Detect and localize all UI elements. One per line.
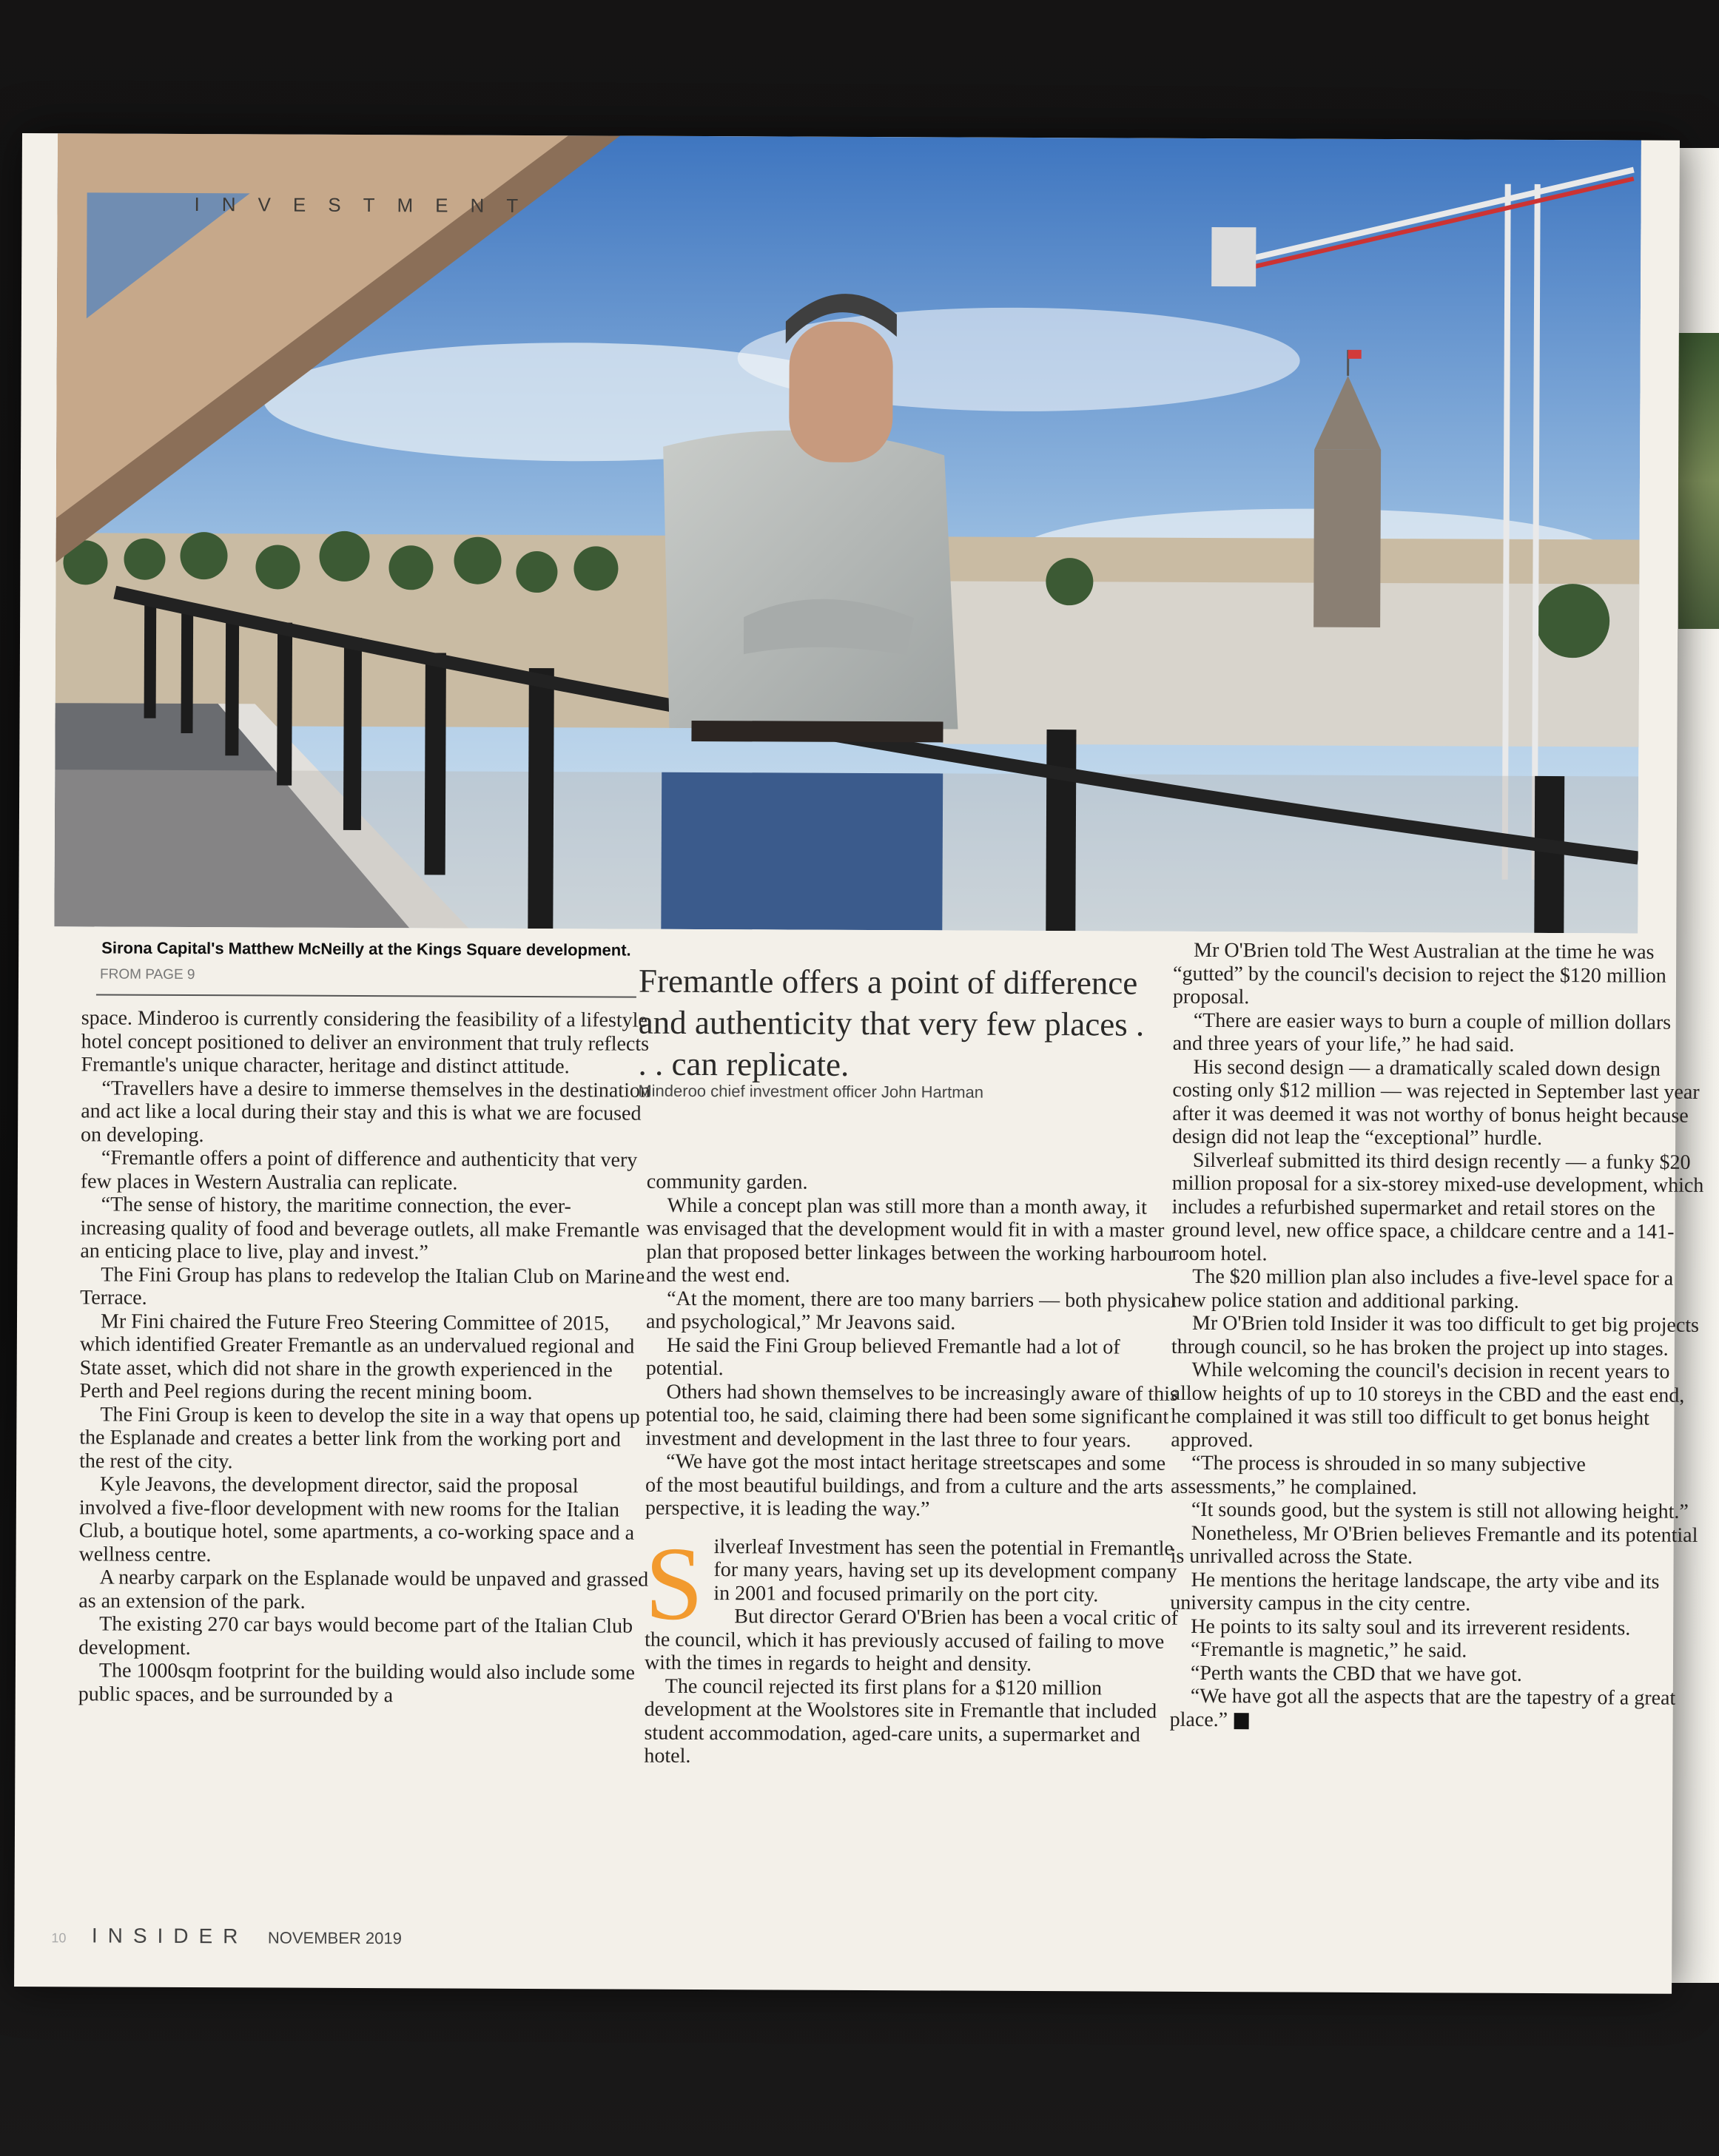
paragraph: “The sense of history, the maritime connection, the ever-increasing quality of food and beverage outlets, all make Fremantle an enticing place to live, play and invest.” <box>80 1193 640 1264</box>
paragraph: The council rejected its first plans for a $120 million development at the Woolstores site in Fremantle that included student accommodation, aged-care units, a supermarket and hotel. <box>644 1674 1157 1768</box>
drop-cap: S <box>645 1524 704 1642</box>
paragraph: The Fini Group is keen to develop the site in a way that opens up the Esplanade and creates a better link from the working port and the rest of the city. <box>79 1402 640 1473</box>
page-number: 10 <box>51 1930 67 1946</box>
column-rule <box>96 994 636 997</box>
paragraph: Mr O'Brien told Insider it was too difficult to get big projects through council, so he has broken the project up into stages. <box>1171 1311 1700 1361</box>
paragraph: “We have got the most intact heritage streetscapes and some of the most beautiful buildings, and from a culture and the arts perspective, it is leading the way.” <box>645 1449 1166 1521</box>
paragraph: Kyle Jeavons, the development director, said the proposal involved a five-floor development with new rooms for the Italian Club, a boutique hotel, some apartments, a co-working space and a wellness centre. <box>78 1472 635 1566</box>
magazine-page <box>14 133 1704 1994</box>
magazine-name: INSIDER <box>91 1924 249 1948</box>
paragraph: While a concept plan was still more than a month away, it was envisaged that the development would fit in with a master plan that proposed better linkages between the working harbour and the west end. <box>646 1193 1175 1287</box>
paragraph: community garden. <box>646 1170 808 1194</box>
paragraph: He points to its salty soul and its irreverent residents. <box>1191 1614 1631 1640</box>
end-of-article-mark-icon <box>1234 1713 1248 1729</box>
paragraph: “Fremantle is magnetic,” he said. <box>1191 1637 1467 1663</box>
paragraph: But director Gerard O'Brien has been a vocal critic of the council, which it has previously accused of failing to move with the times in regards to height and density. <box>644 1605 1179 1676</box>
paragraph: Mr O'Brien told The West Australian at the time he was “gutted” by the council's decision to reject the $120 million proposal. <box>1172 938 1666 1009</box>
issue-date: NOVEMBER 2019 <box>267 1928 402 1948</box>
paragraph: “Perth wants the CBD that we have got. <box>1190 1661 1522 1686</box>
paragraph: “The process is shrouded in so many subjective assessments,” he complained. <box>1170 1451 1586 1499</box>
section-tag: INVESTMENT <box>194 193 541 218</box>
paragraph: “Travellers have a desire to immerse themselves in the destination and act like a local during their stay and this is what we are focused on developing. <box>81 1076 650 1147</box>
paragraph: Nonetheless, Mr O'Brien believes Fremantle and its potential is unrivalled across the State. <box>1170 1521 1698 1569</box>
closing-quote-text: “We have got all the aspects that are the tapestry of a great place.” <box>1169 1684 1676 1731</box>
paragraph: The 1000sqm footprint for the building would also include some public spaces, and be surrounded by a <box>78 1659 636 1707</box>
feature-photo <box>54 133 1641 933</box>
paragraph: He said the Fini Group believed Fremantle had a lot of potential. <box>645 1333 1120 1381</box>
paragraph: “At the moment, there are too many barriers — both physical and psychological,” Mr Jeavons said. <box>645 1287 1177 1335</box>
paragraph: “Fremantle offers a point of difference and authenticity that very few places in Western Australia can replicate. <box>80 1146 638 1195</box>
paragraph <box>1170 1685 1703 1734</box>
page-footer <box>51 1924 402 1949</box>
paragraph: “There are easier ways to burn a couple of million dollars and three years of your life,” he had said. <box>1172 1008 1672 1057</box>
paragraph: He mentions the heritage landscape, the arty vibe and its university campus in the city centre. <box>1170 1568 1660 1616</box>
paragraph: ilverleaf Investment has seen the potential in Fremantle for many years, having set up its development company in 2001 and focused primarily on the port city. <box>713 1535 1177 1606</box>
paragraph: The $20 million plan also includes a five-level space for a new police station and additional parking. <box>1171 1264 1674 1313</box>
next-page-photo <box>1678 333 1719 629</box>
article-column-1 <box>78 1006 651 1708</box>
paragraph: While welcoming the council's decision in recent years to allow heights of up to 10 storeys in the CBD and the east end, he complained it was still too difficult to get bonus height approved. <box>1171 1358 1685 1452</box>
article-column-3 <box>1170 939 1706 1734</box>
photo-illustration <box>54 133 1641 933</box>
paragraph: Mr Fini chaired the Future Freo Steering Committee of 2015, which identified Greater Fremantle as an undervalued regional and State asset, which did not share in the growth experienced in the Perth and Peel regions during the recent mining boom. <box>79 1309 635 1405</box>
paragraph: His second design — a dramatically scaled down design costing only $12 million — was rejected in September last year after it was deemed it was not worthy of bonus height because design did not leap the “exceptional” hurdle. <box>1172 1055 1700 1150</box>
paragraph: The Fini Group has plans to redevelop the Italian Club on Marine Terrace. <box>80 1262 645 1310</box>
paragraph: space. Minderoo is currently considering the feasibility of a lifestyle hotel concept positioned to deliver an environment that truly reflects Fremantle's unique character, heritage and distinct attitude. <box>81 1006 650 1079</box>
photo-caption: Sirona Capital's Matthew McNeilly at the Kings Square development. <box>101 938 631 960</box>
article-column-2 <box>644 1170 1183 1771</box>
paragraph: A nearby carpark on the Esplanade would be unpaved and grassed as an extension of the park. <box>78 1566 649 1614</box>
paragraph: Silverleaf submitted its third design recently — a funky $20 million proposal for a six-storey mixed-use development, which includes a refurbished supermarket and retail stores on the ground level, new office space, a childcare centre and a 141-room hotel. <box>1171 1148 1704 1265</box>
paragraph: “It sounds good, but the system is still not allowing height.” <box>1191 1498 1689 1523</box>
paragraph: The existing 270 car bays would become part of the Italian Club development. <box>78 1612 633 1660</box>
pull-quote: Fremantle offers a point of difference and authenticity that very few places . . . can replicate. <box>638 962 1145 1083</box>
continued-from-label: FROM PAGE 9 <box>99 966 195 983</box>
paragraph: Others had shown themselves to be increasingly aware of this potential too, he said, claiming there had been some significant investment and development in the last three to four years. <box>645 1380 1178 1452</box>
pull-quote-attribution: Minderoo chief investment officer John Hartman <box>638 1081 984 1102</box>
